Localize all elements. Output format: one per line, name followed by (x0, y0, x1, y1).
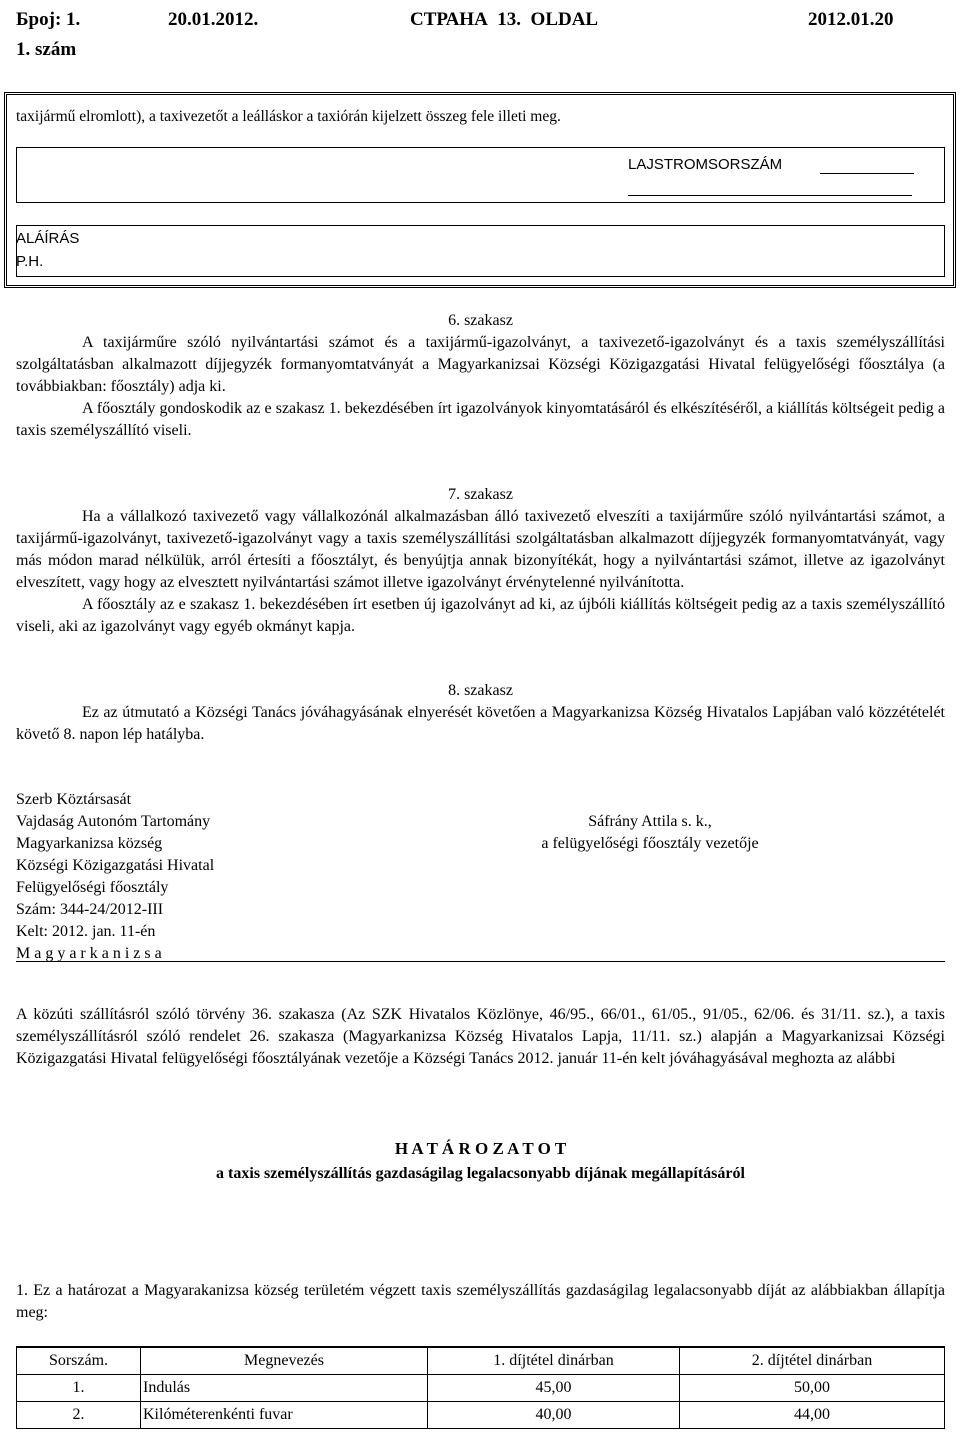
issuer-block (16, 789, 416, 965)
issuer-line: Felügyelőségi főosztály (16, 879, 169, 896)
register-label: LAJSTROMSORSZÁM (628, 156, 783, 173)
frame-top-text: taxijármű elromlott), a taxivezetőt a leálláskor a taxiórán kijelzett összeg fele illeti meg. (16, 108, 561, 125)
table-header-cell: Sorszám. (17, 1347, 141, 1375)
table-cell: 44,00 (680, 1402, 945, 1429)
issuer-line: Szerb Köztársasát (16, 791, 132, 808)
table-header-cell: Megnevezés (141, 1347, 428, 1375)
section-8 (16, 680, 945, 746)
table-cell: 2. (17, 1402, 141, 1429)
section-6-paragraph-1: A taxijárműre szóló nyilvántartási számot és a taxijármű-igazolványt, a taxivezető-igazolványt és a taxis személyszállítási szolgáltatásban alkalmazott díjjegyzék formanyomtatványát a Magyarkanizsai Községi Közigazgatási Hivatal felügyelőségi főosztálya (a továbbiakban: főosztály) adja ki. (16, 334, 945, 395)
table-cell: Kilóméterenkénti fuvar (141, 1402, 428, 1429)
signer-block (480, 811, 820, 855)
issuer-line: Kelt: 2012. jan. 11-én (16, 923, 156, 940)
table-cell: 1. (17, 1375, 141, 1402)
table-cell: Indulás (141, 1375, 428, 1402)
section-7-paragraph-1: Ha a vállalkozó taxivezető vagy vállalkozónál alkalmazásban álló taxivezető elveszíti a taxijárműre szóló nyilvántartási számot, a taxijármű-igazolványt, taxivezető-igazolványt vagy a taxis személyszállítási szolgáltatásban alkalmazott díjjegyzék formanyomtatványát, vagy más módon marad nélkülük, arról értesíti a főosztályt, és benyújtja annak bizonyítékát, hogy a nyilvántartási számot, illetve az igazolványt elveszített, vagy hogy az elvesztett nyilvántartási számot illetve igazolványt érvénytelenné nyilvánította. (16, 508, 945, 591)
signature-box (16, 225, 945, 277)
issuer-line: Magyarkanizsa község (16, 835, 163, 852)
table-row (17, 1375, 945, 1402)
section-8-paragraph-1: Ez az útmutató a Községi Tanács jóváhagyásának elnyerését követően a Magyarkanizsa Község Hivatalos Lapjában való közzétételét követő 8. napon lép hatályba. (16, 704, 945, 743)
register-line-2 (628, 195, 912, 196)
section-7-paragraph-2: A főosztály az e szakasz 1. bekezdésében írt esetben új igazolványt ad ki, az újbóli kiállítás költségeit pedig az a taxis személyszállító viseli, aki az igazolványt vagy egyéb okmányt kapja. (16, 596, 945, 635)
preamble: A közúti szállításról szóló törvény 36. szakasza (Az SZK Hivatalos Közlönye, 46/95., 66/01., 61/05., 91/05., 62/06. és 31/11. sz.), a taxis személyszállításról szóló rendelet 26. szakasza (Magyarkanizsa Község Hivatalos Lapja, 11/11. sz.) alapján a Magyarkanizsai Községi Közigazgatási Hivatal felügyelőségi főosztályának vezetője a Községi Tanács 2012. január 11-én kelt jóváhagyásával meghozta az alábbi (16, 1006, 945, 1067)
separator-line (16, 961, 945, 962)
table-header-cell: 2. díjtétel dinárban (680, 1347, 945, 1375)
issue-date-left: 20.01.2012. (168, 9, 259, 30)
table-cell: 40,00 (428, 1402, 680, 1429)
issue-date-right: 2012.01.20 (808, 9, 894, 30)
issuer-line: Szám: 344-24/2012-III (16, 901, 164, 918)
table-header-cell: 1. díjtétel dinárban (428, 1347, 680, 1375)
issue-number-hu: 1. szám (16, 39, 77, 60)
section-7 (16, 484, 945, 638)
signer-title: a felügyelőségi főosztály vezetője (541, 835, 759, 852)
page-number: СТРАНА 13. OLDAL (410, 9, 599, 30)
stamp-label: P.H. (16, 253, 44, 270)
clause-1: 1. Ez a határozat a Magyarakanizsa község területém végzett taxis személyszállítás gazdaságilag legalacsonyabb díját az alábbiakban állapítja meg: (16, 1282, 945, 1321)
signer-name: Sáfrány Attila s. k., (588, 813, 712, 830)
decision-title: H A T Á R O Z A T O T (394, 1139, 567, 1158)
fee-table (16, 1346, 945, 1429)
issuer-city: M a g y a r k a n i z s a (16, 945, 162, 962)
section-6-title: 6. szakasz (448, 312, 513, 329)
issuer-line: Vajdaság Autonóm Tartomány (16, 813, 211, 830)
issue-number: Број: 1. (16, 9, 81, 30)
register-line-1 (820, 173, 914, 174)
table-row (17, 1402, 945, 1429)
section-6-paragraph-2: A főosztály gondoskodik az e szakasz 1. bekezdésében írt igazolványok kinyomtatásáról és elkészítéséről, a kiállítás költségeit pedig a taxis személyszállító viseli. (16, 400, 945, 439)
section-8-title: 8. szakasz (448, 682, 513, 699)
section-6 (16, 310, 945, 442)
table-header-row (17, 1347, 945, 1375)
signature-label: ALÁÍRÁS (16, 230, 80, 247)
table-cell: 50,00 (680, 1375, 945, 1402)
issuer-line: Községi Közigazgatási Hivatal (16, 857, 215, 874)
table-cell: 45,00 (428, 1375, 680, 1402)
decision-subtitle: a taxis személyszállítás gazdaságilag legalacsonyabb díjának megállapításáról (216, 1165, 745, 1182)
section-7-title: 7. szakasz (448, 486, 513, 503)
